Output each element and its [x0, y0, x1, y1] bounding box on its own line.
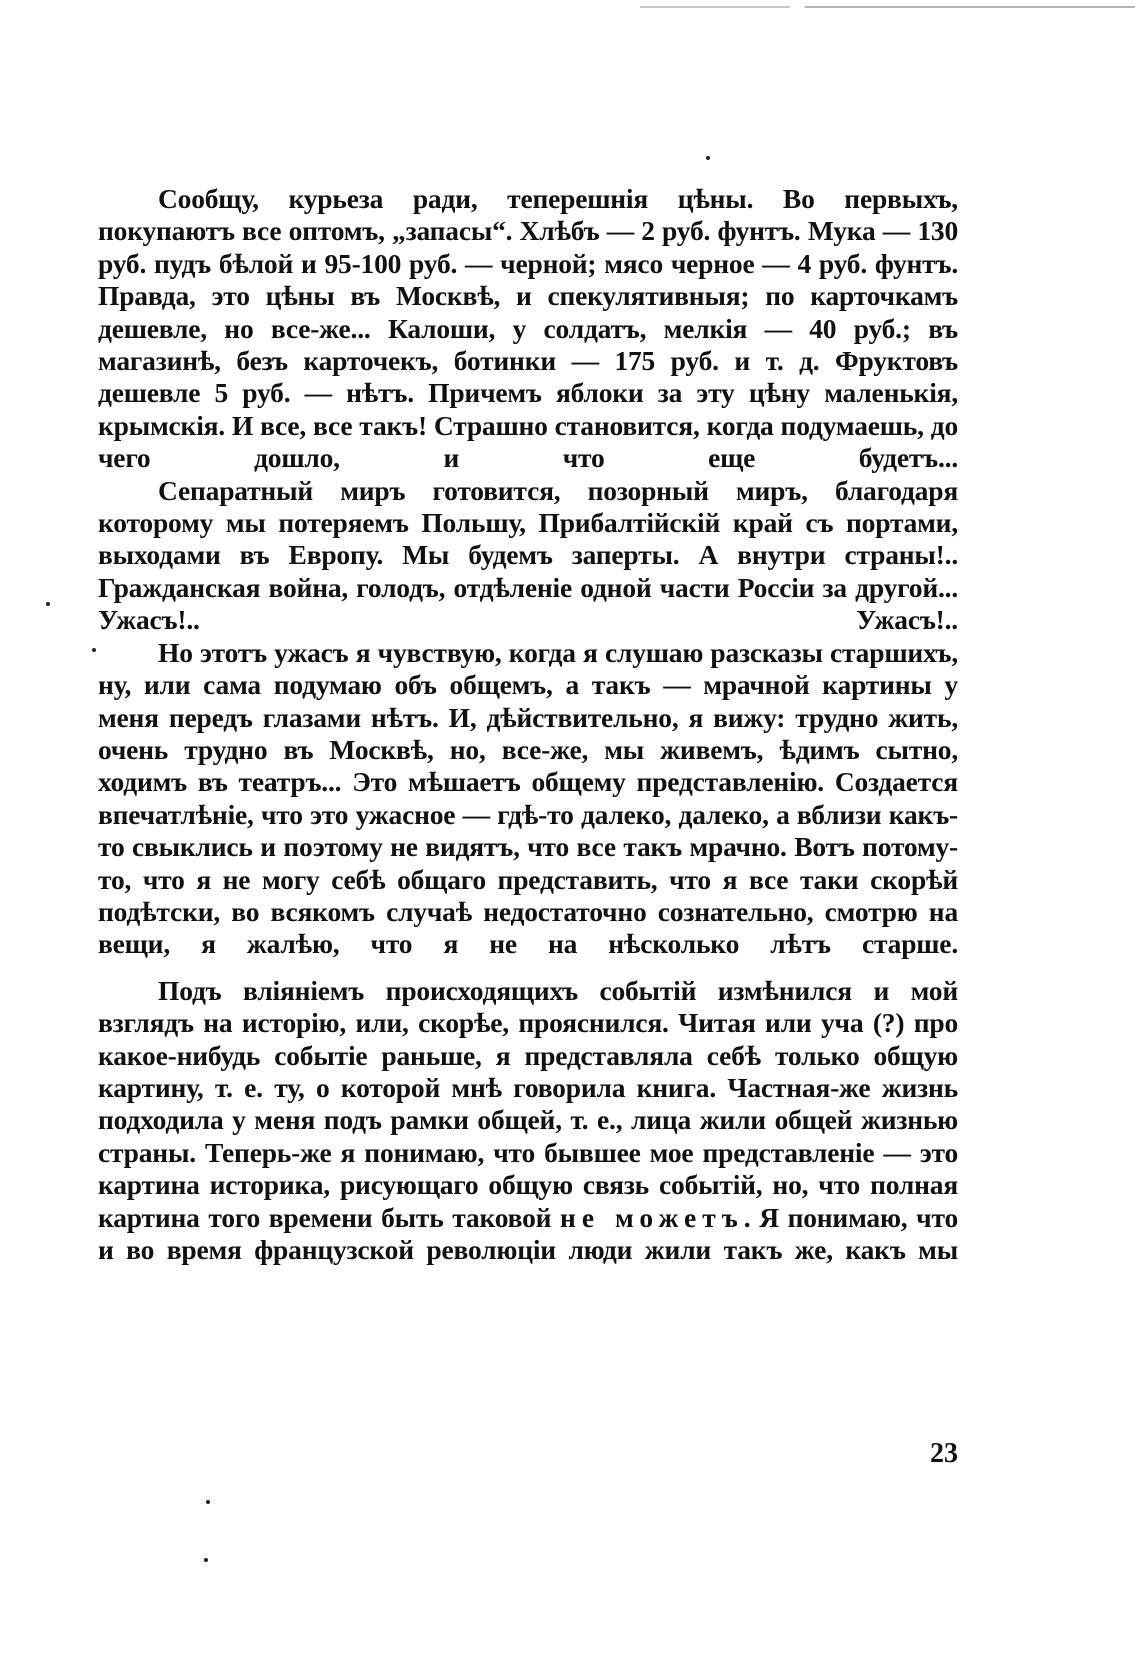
scan-speck	[206, 1500, 210, 1504]
spaced-emphasis: не можетъ	[560, 1201, 744, 1233]
scan-speck	[204, 1558, 208, 1562]
paragraph-separate-peace: Сепаратный миръ готовится, позорный миръ, благодаря которому мы потеряемъ Польшу, Прибалтійскій край съ портами, выходами въ Европу. Мы будемъ заперты. А внутри страны!.. Гражданская война, голодъ, отдѣленіе одной части Россіи за другой... Ужасъ!.. Ужасъ!..	[98, 474, 958, 636]
page-number: 23	[930, 1438, 958, 1469]
scan-speck	[706, 156, 710, 160]
scan-edge-line	[805, 6, 1135, 8]
paragraph-history-end: . Я понимаю, что и во время французской революціи люди жили такъ же, какъ мы	[98, 1201, 958, 1265]
scan-speck	[46, 602, 50, 606]
paragraph-history	[98, 975, 958, 1267]
scan-speck	[92, 648, 96, 652]
scan-edge-line	[640, 6, 790, 8]
paragraph-prices: Сообщу, курьеза ради, теперешнія цѣны. Во первыхъ, покупаютъ все оптомъ, „запасы“. Хлѣбъ — 2 руб. фунтъ. Мука — 130 руб. пудъ бѣлой и 95-100 руб. — черной; мясо черное — 4 руб. фунтъ. Правда, это цѣны въ Москвѣ, и спекулятивныя; по карточкамъ дешевле, но все-же... Калоши, у солдатъ, мелкія — 40 руб.; въ магазинѣ, безъ карточекъ, ботинки — 175 руб. и т. д. Фруктовъ дешевле 5 руб. — нѣтъ. Причемъ яблоки за эту цѣну маленькія, крымскія. И все, все такъ! Страшно становится, когда подумаешь, до чего дошло, и что еще будетъ...	[98, 183, 958, 474]
paragraph-horror: Но этотъ ужасъ я чувствую, когда я слушаю разсказы старшихъ, ну, или сама подумаю объ общемъ, а такъ — мрачной картины у меня передъ глазами нѣтъ. И, дѣйствительно, я вижу: трудно жить, очень трудно въ Москвѣ, но, все-же, мы живемъ, ѣдимъ сытно, ходимъ въ театръ... Это мѣшаетъ общему представленію. Создается впечатлѣніе, что это ужасное — гдѣ-то далеко, далеко, а вблизи какъ-то свыклись и поэтому не видятъ, что все такъ мрачно. Вотъ потому-то, что я не могу себѣ общаго представить, что я все таки скорѣй подѣтски, во всякомъ случаѣ недостаточно сознательно, смотрю на вещи, я жалѣю, что я не на нѣсколько лѣтъ старше.	[98, 636, 958, 960]
body-text	[98, 183, 958, 1266]
paragraph-history-start: Подъ вліяніемъ происходящихъ событій измѣнился и мой взглядъ на исторію, или, скорѣе, прояснился. Читая или уча (?) про какое-нибудь событіе раньше, я представляла себѣ только общую картину, т. е. ту, о которой мнѣ говорила книга. Частная-же жизнь подходила у меня подъ рамки общей, т. е., лица жили общей жизнью страны. Теперь-же я понимаю, что бывшее мое представленіе — это картина историка, рисующаго общую связь событій, но, что полная картина того времени быть таковой	[98, 974, 958, 1233]
